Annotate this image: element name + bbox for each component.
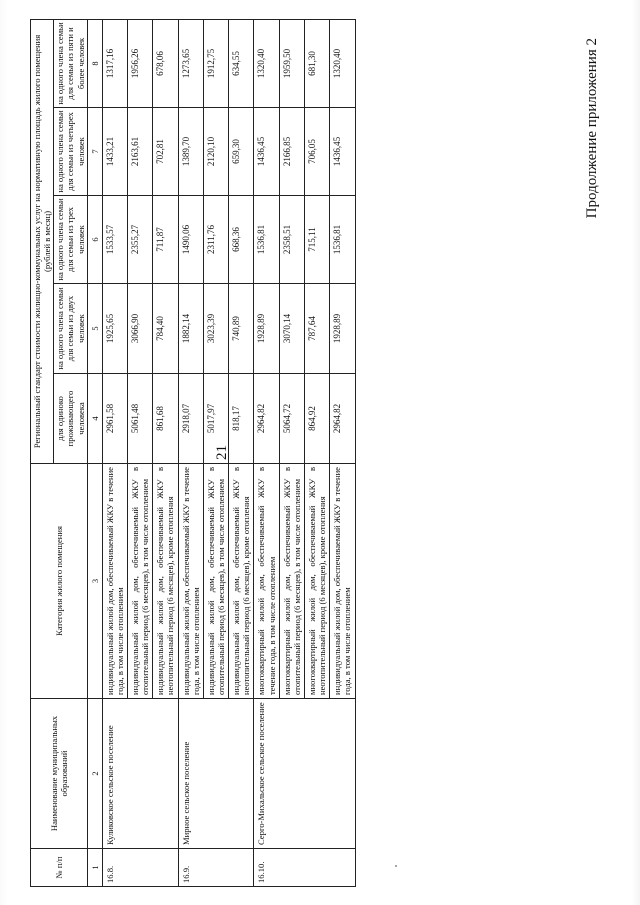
value-cell: 1436,45 (330, 108, 355, 196)
header-no: № п/п (31, 849, 88, 887)
category-cell: индивидуальный жилой дом, обеспечиваемый ЖКУ в неотопительный период (6 месяцев), кроме отопления (229, 464, 254, 699)
value-cell: 1533,57 (102, 196, 127, 284)
value-cell: 3023,39 (203, 284, 228, 374)
value-cell: 861,68 (153, 374, 178, 464)
header-municipality: Наименование муниципальных образований (31, 699, 88, 849)
header-category: Категория жилого помещения (31, 464, 88, 699)
index-cell: 4 (87, 374, 102, 464)
value-cell: 2918,07 (178, 374, 203, 464)
value-cell: 715,11 (304, 196, 329, 284)
table-row (178, 19, 203, 886)
column-index-row (87, 19, 102, 886)
value-cell: 740,89 (229, 284, 254, 374)
value-cell: 5061,48 (128, 374, 153, 464)
page-number: 21 (214, 445, 230, 460)
header-five-plus: на одного члена семьи для семьи из пяти и более человек (54, 19, 87, 107)
value-cell: 1536,81 (330, 196, 355, 284)
value-cell: 1536,81 (254, 196, 279, 284)
value-cell: 1912,75 (203, 19, 228, 107)
category-cell: индивидуальный жилой дом, обеспечиваемый ЖКУ в отопительный период (6 месяцев), в том числе отоплением (128, 464, 153, 699)
value-cell: 1490,06 (178, 196, 203, 284)
header-three: на одного члена семьи для семьи из трех человек (54, 196, 87, 284)
value-cell: 1320,40 (254, 19, 279, 107)
value-cell: 634,55 (229, 19, 254, 107)
header-two: на одного члена семьи для семьи из двух человек (54, 284, 87, 374)
continuation-heading: Продолжение приложения 2 (584, 38, 600, 219)
category-cell: многоквартирный жилой дом, обеспечиваемый ЖКУ в отопительный период (6 месяцев), в том числе отоплением (279, 464, 304, 699)
category-cell: индивидуальный жилой дом, обеспечиваемый ЖКУ в течение года, в том числе отоплением (330, 464, 355, 699)
value-cell: 3066,90 (128, 284, 153, 374)
index-cell: 8 (87, 19, 102, 107)
scan-speck (395, 865, 397, 867)
value-cell: 2166,85 (279, 108, 304, 196)
category-cell: многоквартирный жилой дом, обеспечиваемый ЖКУ в неотопительный период (6 месяцев), кроме отопления (304, 464, 329, 699)
value-cell: 1273,65 (178, 19, 203, 107)
row-number: 16.8. (102, 849, 178, 887)
category-cell: индивидуальный жилой дом, обеспечиваемый ЖКУ в неотопительный период (6 месяцев), кроме отопления (153, 464, 178, 699)
category-cell: индивидуальный жилой дом, обеспечиваемый ЖКУ в отопительный период (6 месяцев), в том числе отоплением (203, 464, 228, 699)
index-cell: 2 (87, 699, 102, 849)
row-number: 16.9. (178, 849, 254, 887)
value-cell: 1925,65 (102, 284, 127, 374)
value-cell: 3070,14 (279, 284, 304, 374)
category-cell: индивидуальный жилой дом, обеспечиваемый ЖКУ в течение года, в том числе отоплением (178, 464, 203, 699)
value-cell: 1433,21 (102, 108, 127, 196)
value-cell: 2358,51 (279, 196, 304, 284)
value-cell: 706,05 (304, 108, 329, 196)
value-cell: 1320,40 (330, 19, 355, 107)
index-cell: 5 (87, 284, 102, 374)
value-cell: 818,17 (229, 374, 254, 464)
value-cell: 702,81 (153, 108, 178, 196)
header-four: на одного члена семьи для семьи из четырех человек (54, 108, 87, 196)
value-cell: 5017,97 (203, 374, 228, 464)
value-cell: 711,87 (153, 196, 178, 284)
value-cell: 1928,89 (254, 284, 279, 374)
value-cell: 659,30 (229, 108, 254, 196)
header-standard-group: Региональный стандарт стоимости жилищно-коммунальных услуг на нормативную площадь жилого помещения (рублей в месяц) (31, 19, 54, 463)
value-cell: 2961,58 (102, 374, 127, 464)
value-cell: 5064,72 (279, 374, 304, 464)
value-cell: 1956,26 (128, 19, 153, 107)
value-cell: 681,30 (304, 19, 329, 107)
header-single: для одиноко проживающего человека (54, 374, 87, 464)
municipality-name: Куликовское сельское поселение (102, 699, 178, 849)
tariff-table (30, 19, 356, 887)
value-cell: 2163,61 (128, 108, 153, 196)
value-cell: 1389,70 (178, 108, 203, 196)
municipality-name: Серго-Михальское сельское поселение (254, 699, 355, 849)
value-cell: 1959,50 (279, 19, 304, 107)
value-cell: 1317,16 (102, 19, 127, 107)
value-cell: 668,36 (229, 196, 254, 284)
table-row (254, 19, 279, 886)
value-cell: 2964,82 (254, 374, 279, 464)
category-cell: многоквартирный жилой дом, обеспечиваемый ЖКУ в течение года, в том числе отоплением (254, 464, 279, 699)
index-cell: 6 (87, 196, 102, 284)
value-cell: 2120,10 (203, 108, 228, 196)
index-cell: 3 (87, 464, 102, 699)
value-cell: 1436,45 (254, 108, 279, 196)
table-row (102, 19, 127, 886)
municipality-name: Мирное сельское поселение (178, 699, 254, 849)
value-cell: 2964,82 (330, 374, 355, 464)
value-cell: 2311,76 (203, 196, 228, 284)
category-cell: индивидуальный жилой дом, обеспечиваемый ЖКУ в течение года, в том числе отоплением (102, 464, 127, 699)
value-cell: 678,06 (153, 19, 178, 107)
value-cell: 2355,27 (128, 196, 153, 284)
value-cell: 1882,14 (178, 284, 203, 374)
value-cell: 784,40 (153, 284, 178, 374)
index-cell: 7 (87, 108, 102, 196)
row-number: 16.10. (254, 849, 355, 887)
value-cell: 864,92 (304, 374, 329, 464)
index-cell: 1 (87, 849, 102, 887)
value-cell: 1928,89 (330, 284, 355, 374)
value-cell: 787,64 (304, 284, 329, 374)
